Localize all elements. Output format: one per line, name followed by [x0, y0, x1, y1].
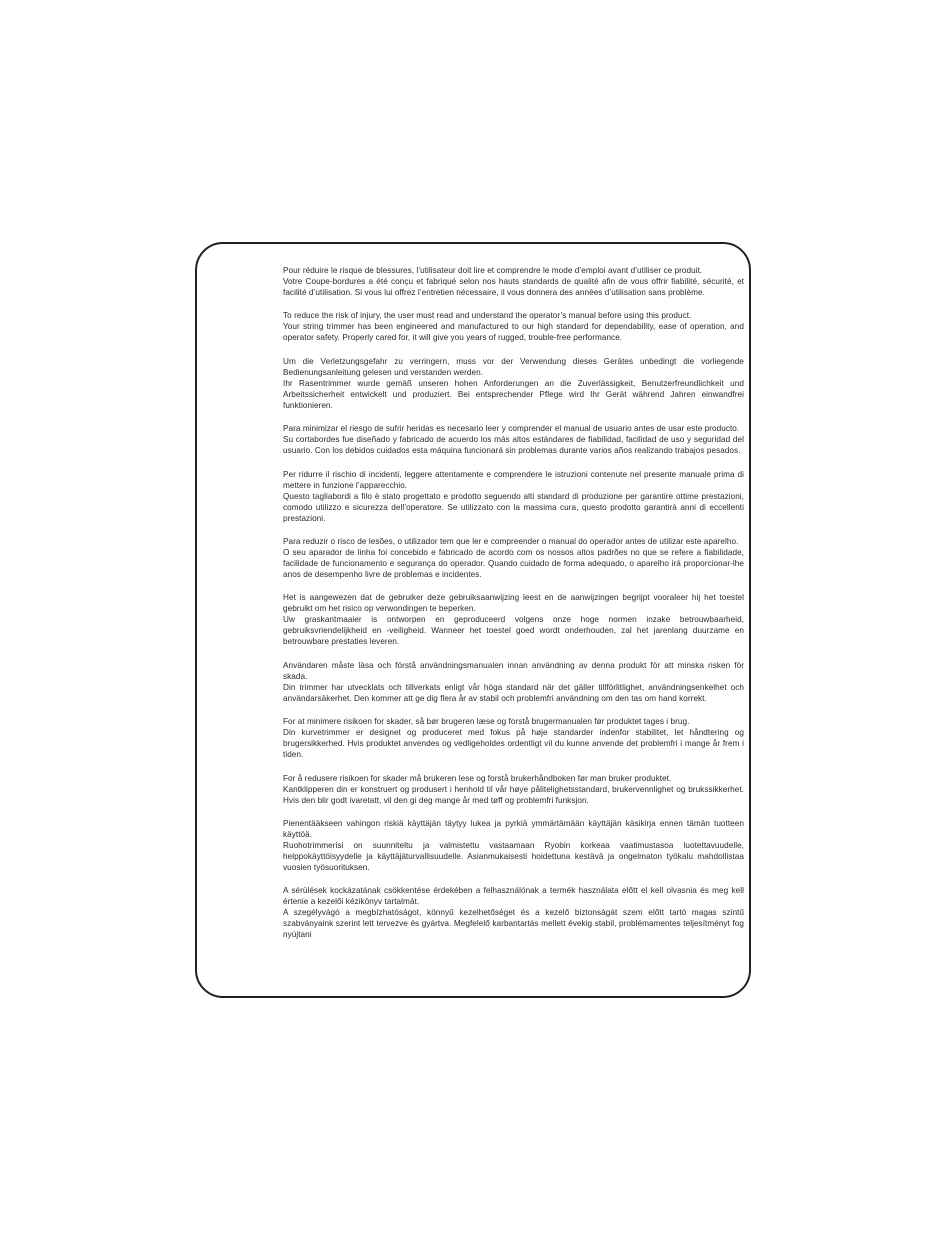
body-text: Votre Coupe-bordures a été conçu et fabriqué selon nos hauts standards de qualité afin de vous offrir fiabilité, sécurité, et facilité d’utilisation. Si vous lui offrez l’entretien nécessaire, il vous donnera des années d’utilisation sans problème.: [283, 277, 744, 297]
notice-block-hu: [283, 885, 744, 940]
notice-block-en: [283, 310, 744, 343]
body-text: Ihr Rasentrimmer wurde gemäß unseren hohen Anforderungen an die Zuverlässigkeit, Benutzerfreundlichkeit und Arbeitssicherheit entwickelt und produziert. Bei entsprechender Pflege wird Ihr Gerät während Jahren einwandfrei funktionieren.: [283, 378, 744, 410]
notice-block-fi: [283, 818, 744, 873]
body-text: Din kurvetrimmer er designet og produceret med fokus på høje standarder indenfor stabilitet, let håndtering og brugersikkerhed. Hvis produktet anvendes og vedligeholdes ordentligt vil du kunne anvende det problemfri i mange år frem i tiden.: [283, 728, 744, 760]
body-text: Su cortabordes fue diseñado y fabricado de acuerdo los más altos estándares de fiabilidad, facilidad de uso y seguridad del usuario. Con los debidos cuidados esta máquina funcionará sin problemas durante varios años realizando trabajos pesados.: [283, 435, 744, 456]
notice-block-da: [283, 716, 744, 760]
warning-text: Pienentääkseen vahingon riskiä käyttäjän täytyy lukea ja pyrkiä ymmärtämään käyttäjän käsikirja ennen tämän tuotteen käyttöä.: [283, 818, 744, 839]
body-text: Kantklipperen din er konstruert og produsert i henhold til vår høye pålitelighetsstandard, brukervennlighet og brukssikkerhet. Hvis den blir godt ivaretatt, vil den gi deg mange år med tøff og problemfri funksjon.: [283, 784, 744, 805]
warning-text: Para minimizar el riesgo de sufrir heridas es necesario leer y comprender el manual de usuario antes de usar este producto.: [283, 424, 740, 434]
warning-text: Användaren måste läsa och förstå användningsmanualen innan användning av denna produkt för att minska risken för skada.: [283, 660, 744, 681]
notice-block-sv: [283, 660, 744, 704]
warning-text: For å redusere risikoen for skader må brukeren lese og forstå brukerhåndboken før man bruker produktet.: [283, 773, 672, 783]
warning-text: For at minimere risikoen for skader, så bør brugeren læse og forstå brugermanualen før produktet tages i brug.: [283, 717, 690, 727]
notice-block-es: [283, 423, 744, 456]
notice-block-fr: [283, 265, 744, 298]
warning-text: Pour réduire le risque de blessures, l’utilisateur doit lire et comprendre le mode d’emploi avant d’utiliser ce produit.: [283, 266, 703, 275]
body-text: O seu aparador de linha foi concebido e fabricado de acordo com os nossos altos padrões no que se refere a fiabilidade, facilidade de funcionamento e segurança do operador. Quando cuidado de forma adequado, o aparelho irá proporcionar-lhe anos de desempenho livre de problemas e incidentes.: [283, 547, 744, 579]
warning-text: A sérülések kockázatának csökkentése érdekében a felhasználónak a termék használata előtt el kell olvasnia és meg kell értenie a kezelői kézikönyv tartalmát.: [283, 886, 744, 907]
notice-block-nl: [283, 592, 744, 647]
multilingual-safety-notice: [283, 265, 744, 953]
body-text: A szegélyvágó a megbízhatóságot, könnyű kezelhetőséget és a kezelő biztonságát szem előtt tartó magas szintű szabványaink szerint lett tervezve és gyártva. Megfelelő karbantartás mellett évekig stabil, problémamentes teljesítményt fog nyújtani: [283, 908, 744, 940]
notice-block-pt: [283, 536, 744, 580]
notice-block-no: [283, 773, 744, 806]
warning-text: To reduce the risk of injury, the user must read and understand the operator’s manual before using this product.: [283, 311, 692, 321]
warning-text: Para reduzir o risco de lesões, o utilizador tem que ler e compreender o manual do operador antes de utilizar este aparelho.: [283, 536, 739, 546]
notice-block-it: [283, 469, 744, 524]
warning-text: Um die Verletzungsgefahr zu verringern, muss vor der Verwendung dieses Gerätes unbedingt die vorliegende Bedienungsanleitung gelesen und verstanden werden.: [283, 356, 744, 377]
body-text: Ruohotrimmerisi on suunniteltu ja valmistettu vastaamaan Ryobin korkeaa vaatimustasoa luotettavuudelle, helppokäyttöisyydelle ja käyttäjäturvallisuudelle. Asianmukaisesti hoidettuna kestävä ja ongelmaton työkalu mahdollistaa vuosien työsuorituksen.: [283, 840, 744, 872]
warning-text: Per ridurre il rischio di incidenti, leggere attentamente e comprendere le istruzioni contenute nel presente manuale prima di mettere in funzione l’apparecchio.: [283, 469, 744, 490]
body-text: Your string trimmer has been engineered and manufactured to our high standard for dependability, ease of operation, and operator safety. Properly cared for, it will give you years of rugged, trouble-free performance.: [283, 322, 744, 343]
body-text: Uw graskantmaaier is ontworpen en geproduceerd volgens onze hoge normen inzake betrouwbaarheid, gebruiksvriendelijkheid en -veiligheid. Wanneer het toestel goed wordt onderhouden, zal het jarenlang duurzame en betrouwbare prestaties leveren.: [283, 615, 744, 647]
body-text: Din trimmer har utvecklats och tillverkats enligt vår höga standard när det gäller tillförlitlighet, användningsenkelhet och användarsäkerhet. Den kommer att ge dig flera år av stabil och problemfri användning om den tas om hand korrekt.: [283, 682, 744, 703]
notice-block-de: [283, 356, 744, 411]
body-text: Questo tagliabordi a filo è stato progettato e prodotto seguendo alti standard di produzione per garantire ottime prestazioni, comodo utilizzo e sicurezza dell’operatore. Se utilizzato con la massima cura, questo prodotto garantirà anni di eccellenti prestazioni.: [283, 491, 744, 523]
warning-text: Het is aangewezen dat de gebruiker deze gebruiksaanwijzing leest en de aanwijzingen begrijpt vooraleer hij het toestel gebruikt om het risico op verwondingen te beperken.: [283, 593, 744, 614]
